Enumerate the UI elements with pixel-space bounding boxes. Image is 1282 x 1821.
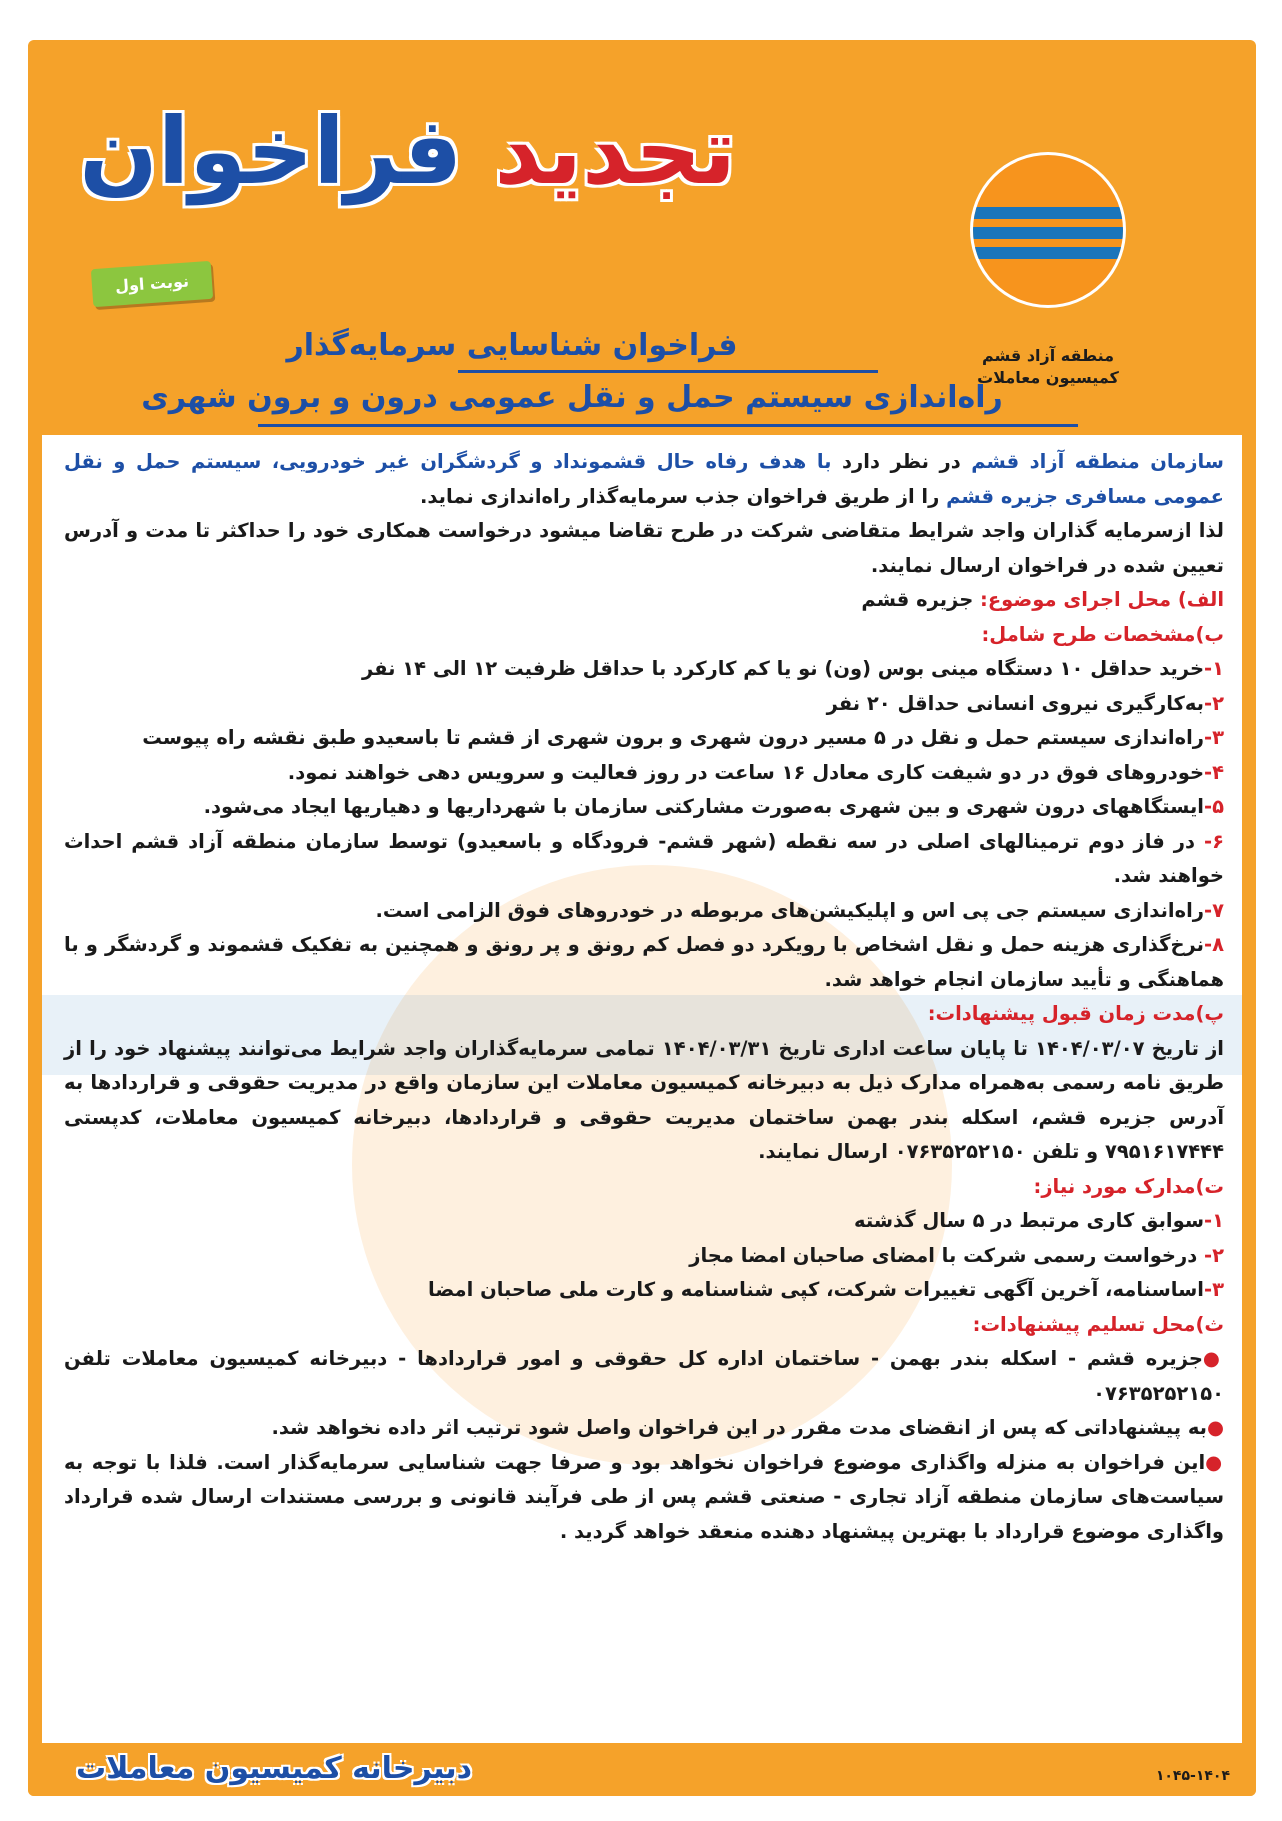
title-call: فراخوان <box>79 98 463 205</box>
section-documents-label: ت)مدارک مورد نیاز: <box>1033 1174 1224 1198</box>
list-item: ۱-خرید حداقل ۱۰ دستگاه مینی بوس (ون) نو یا کم کارکرد با حداقل ظرفیت ۱۲ الی ۱۴ نفر <box>362 657 1224 680</box>
intro-paragraph: سازمان منطقه آزاد قشم در نظر دارد با هدف رفاه حال قشمونداد و گردشگران غیر خودرویی، سیستم حمل و نقل عمومی مسافری جزیره قشم را از طریق فراخوان جذب سرمایه‌گذار راه‌اندازی نماید. <box>64 450 1224 508</box>
logo-caption-line1: منطقه آزاد قشم <box>981 346 1115 365</box>
list-item: ۵-ایستگاههای درون شهری و بین شهری به‌صورت مشارکتی سازمان با شهرداریها و دهیاریها ایجاد می‌شود. <box>203 795 1224 818</box>
bullet-item: ●این فراخوان به منزله واگذاری موضوع فراخوان نخواهد بود و صرفا جهت شناسایی سرمایه‌گذار است. فلذا با توجه به سیاست‌های سازمان منطقه آزاد تجاری - صنعتی قشم پس از طی فرآیند قانونی و بررسی مستندات ارسال شده قرارداد واگذاری موضوع قرارداد با بهترین پیشنهاد دهنده منعقد خواهد گردید . <box>64 1450 1224 1543</box>
list-item: ۷-راه‌اندازی سیستم جی پی اس و اپلیکیشن‌های مربوطه در خودروهای فوق الزامی است. <box>375 898 1224 922</box>
first-round-badge: نوبت اول <box>91 261 213 307</box>
announcement-frame <box>28 40 1256 1796</box>
list-item: ۲- درخواست رسمی شرکت با امضای صاحبان امضا مجاز <box>689 1243 1224 1267</box>
list-item: ۶- در فاز دوم ترمینالهای اصلی در سه نقطه (شهر قشم- فرودگاه و باسعیدو) توسط سازمان منطقه آزاد قشم احداث خواهند شد. <box>64 829 1224 887</box>
org-name: سازمان منطقه آزاد قشم <box>971 450 1224 473</box>
intro-paragraph-2: لذا ازسرمایه گذاران واجد شرایط متقاضی شرکت در طرح تقاضا میشود درخواست همکاری خود را حداکثر تا مدت و آدرس تعیین شده در فراخوان ارسال نمایند. <box>64 519 1224 577</box>
footer-code: ۱۰۴۵-۱۴۰۴ <box>1155 1768 1230 1784</box>
heading-investor-call: فراخوان شناسایی سرمایه‌گذار <box>286 328 738 363</box>
main-title <box>79 98 736 205</box>
list-item: ۱-سوابق کاری مرتبط در ۵ سال گذشته <box>854 1209 1224 1232</box>
content-panel <box>42 435 1242 1743</box>
logo-caption-line2: کمیسیون معاملات <box>977 368 1119 387</box>
title-renewal: تجدید <box>494 98 736 205</box>
qeshm-logo-icon <box>970 152 1126 308</box>
section-specs-label: ب)مشخصات طرح شامل: <box>981 622 1224 646</box>
bullet-item: ●به پیشنهاداتی که پس از انقضای مدت مقرر در این فراخوان واصل شود ترتیب اثر داده نخواهد شد. <box>271 1416 1224 1439</box>
list-item: ۴-خودروهای فوق در دو شیفت کاری معادل ۱۶ ساعت در روز فعالیت و سرویس دهی خواهند نمود. <box>287 760 1224 784</box>
footer <box>28 1743 1256 1796</box>
section-submission-label: ث)محل تسلیم پیشنهادات: <box>972 1312 1224 1336</box>
section-location: الف) محل اجرای موضوع: جزیره قشم <box>861 588 1224 611</box>
heading-transport-system: راه‌اندازی سیستم حمل و نقل عمومی درون و برون شهری <box>141 380 1003 415</box>
list-item: ۳-اساسنامه، آخرین آگهی تغییرات شرکت، کپی شناسنامه و کارت ملی صاحبان امضا <box>428 1278 1224 1301</box>
header <box>28 40 1256 435</box>
list-item: ۸-نرخ‌گذاری هزینه حمل و نقل اشخاص با رویکرد دو فصل کم رونق و پر رونق و همچنین به تفکیک قشموند و گردشگر و با هماهنگی و تأیید سازمان انجام خواهد شد. <box>64 933 1224 991</box>
footer-title: دبیرخانه کمیسیون معاملات <box>76 1751 473 1786</box>
section-deadline-text: از تاریخ ۱۴۰۴/۰۳/۰۷ تا پایان ساعت اداری تاریخ ۱۴۰۴/۰۳/۳۱ تمامی سرمایه‌گذاران واجد شرایط می‌توانند پیشنهاد خود را از طریق نامه رسمی به‌همراه مدارک ذیل به دبیرخانه کمیسیون معاملات این سازمان واقع در مدیریت حقوقی و قراردادها به آدرس جزیره قشم، اسکله بندر بهمن ساختمان مدیریت حقوقی و قراردادها، دبیرخانه کمیسیون معاملات، کدپستی ۷۹۵۱۶۱۷۴۴۴ و تلفن ۰۷۶۳۵۲۵۲۱۵۰ ارسال نمایند. <box>64 1036 1224 1163</box>
list-item: ۲-به‌کارگیری نیروی انسانی حداقل ۲۰ نفر <box>826 691 1224 715</box>
section-deadline-label: پ)مدت زمان قبول پیشنهادات: <box>927 1002 1224 1025</box>
body-text <box>64 445 1224 1549</box>
bullet-item: ●جزیره قشم - اسکله بندر بهمن - ساختمان اداره کل حقوقی و امور قراردادها - دبیرخانه کمیسیون معاملات تلفن ۰۷۶۳۵۲۵۲۱۵۰ <box>64 1347 1225 1405</box>
list-item: ۳-راه‌اندازی سیستم حمل و نقل در ۵ مسیر درون شهری و برون شهری از قشم تا باسعیدو طبق نقشه راه پیوست <box>142 726 1224 749</box>
